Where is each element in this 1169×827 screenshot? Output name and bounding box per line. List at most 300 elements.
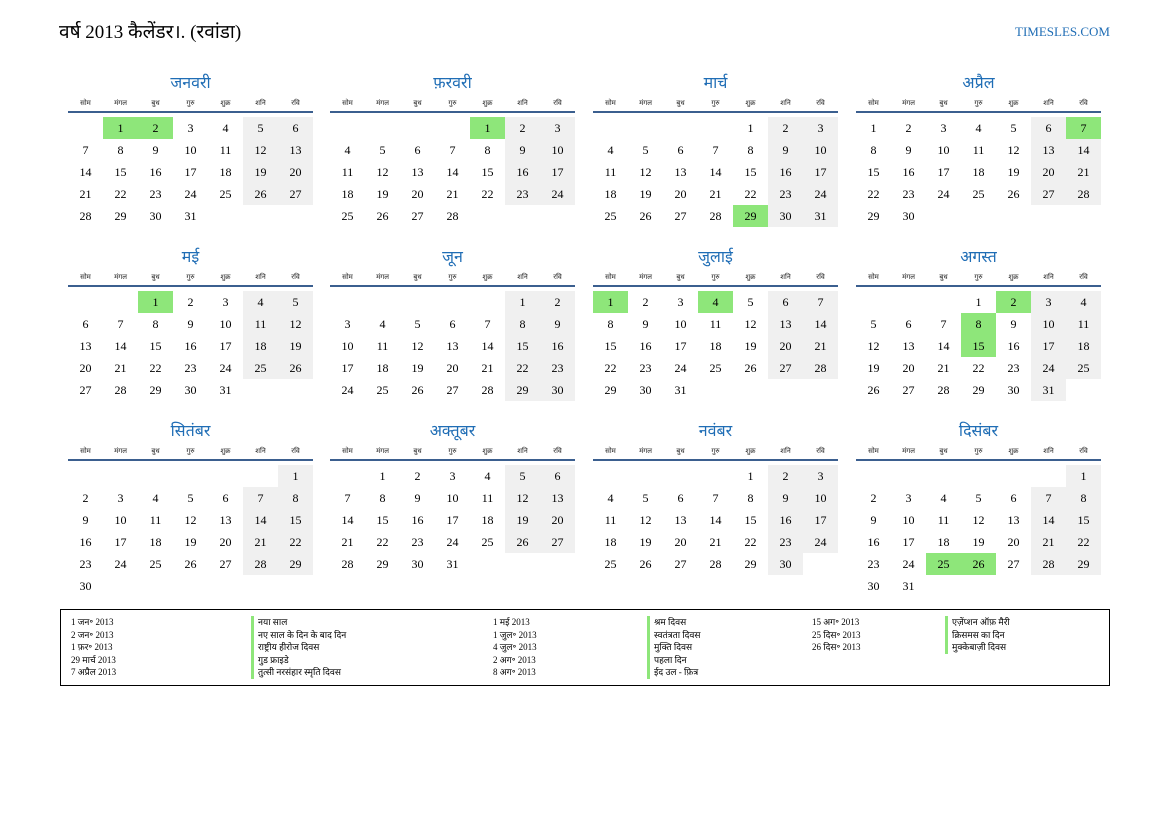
day-cell: 1	[747, 469, 754, 483]
holiday-list	[60, 609, 1110, 686]
day-cell: 11	[481, 491, 494, 505]
day-cell: 4	[152, 491, 159, 505]
weekday-label: शनि	[517, 273, 528, 281]
weekday-label: गुरु	[974, 99, 983, 107]
day-cell: 20	[674, 535, 687, 549]
day-cell: 22	[481, 187, 494, 201]
day-cell: 9	[870, 513, 877, 527]
weekday-label: गुरु	[711, 273, 720, 281]
month-name: जून	[442, 247, 463, 266]
day-cell: 1	[747, 121, 754, 135]
day-cell: 9	[768, 487, 803, 509]
day-cell: 17	[803, 509, 838, 531]
day-cell: 13	[219, 513, 232, 527]
day-cell: 10	[219, 317, 232, 331]
holiday-date-column	[493, 616, 537, 679]
day-cell: 10	[674, 317, 687, 331]
day-grid	[330, 287, 575, 419]
day-cell: 25	[481, 535, 494, 549]
day-cell: 18	[972, 165, 985, 179]
day-cell: 29	[149, 383, 162, 397]
weekday-header	[856, 444, 1101, 461]
day-cell: 24	[674, 361, 687, 375]
day-cell: 5	[1010, 121, 1017, 135]
day-cell: 18	[219, 165, 232, 179]
weekday-label: रवि	[553, 273, 562, 281]
holiday-name-column	[647, 616, 701, 679]
day-cell: 17	[902, 535, 915, 549]
day-cell: 14	[481, 339, 494, 353]
holiday-name: तुत्सी नरसंहार स्मृति दिवस	[251, 666, 346, 679]
day-cell: 28	[341, 557, 354, 571]
day-cell: 13	[540, 487, 575, 509]
holiday-name: ईद उल - फ़ित्र	[647, 666, 701, 679]
holiday-date-column	[812, 616, 861, 654]
day-cell: 28	[937, 383, 950, 397]
day-cell: 29	[744, 557, 757, 571]
weekday-label: रवि	[816, 273, 825, 281]
day-cell: 29	[1066, 553, 1101, 575]
holiday-name: पहला दिन	[647, 654, 701, 667]
weekday-label: मंगल	[902, 99, 915, 107]
day-cell: 8	[1066, 487, 1101, 509]
day-cell: 26	[411, 383, 424, 397]
weekday-label: शनि	[1043, 273, 1054, 281]
weekday-label: मंगल	[114, 447, 127, 455]
day-cell: 10	[341, 339, 354, 353]
day-cell: 25	[1066, 357, 1101, 379]
day-cell: 15	[376, 513, 389, 527]
day-cell: 9	[82, 513, 89, 527]
day-cell: 7	[1031, 487, 1066, 509]
day-cell: 21	[243, 531, 278, 553]
day-cell: 21	[79, 187, 92, 201]
weekday-label: सोम	[868, 273, 879, 281]
weekday-label: शुक्र	[220, 273, 231, 281]
day-cell: 15	[1066, 509, 1101, 531]
day-cell: 13	[768, 313, 803, 335]
day-cell: 28	[1066, 183, 1101, 205]
holiday-date: 4 जुल॰ 2013	[493, 642, 537, 652]
weekday-label: बुध	[413, 447, 422, 455]
day-cell: 26	[639, 209, 652, 223]
weekday-header	[593, 444, 838, 461]
weekday-header	[68, 444, 313, 461]
day-cell: 14	[243, 509, 278, 531]
day-cell: 14	[446, 165, 459, 179]
day-cell: 5	[243, 117, 278, 139]
day-cell: 15	[114, 165, 127, 179]
day-cell: 5	[870, 317, 877, 331]
holiday-date: 1 जन॰ 2013	[71, 617, 114, 627]
day-cell: 24	[184, 187, 197, 201]
weekday-label: बुध	[413, 273, 422, 281]
day-cell: 12	[411, 339, 424, 353]
day-cell: 16	[149, 165, 162, 179]
day-cell: 14	[1066, 139, 1101, 161]
day-cell: 10	[184, 143, 197, 157]
holiday-day: 7	[1066, 117, 1101, 139]
day-cell: 31	[219, 383, 232, 397]
month-block	[330, 70, 575, 245]
day-cell: 6	[278, 117, 313, 139]
day-cell: 12	[1007, 143, 1020, 157]
day-cell: 26	[744, 361, 757, 375]
day-cell: 6	[677, 143, 684, 157]
day-cell: 8	[152, 317, 159, 331]
weekday-label: रवि	[1079, 99, 1088, 107]
day-cell: 28	[803, 357, 838, 379]
day-cell: 15	[604, 339, 617, 353]
day-cell: 13	[674, 165, 687, 179]
day-cell: 21	[1031, 531, 1066, 553]
day-cell: 21	[1066, 161, 1101, 183]
day-cell: 24	[803, 531, 838, 553]
day-cell: 28	[1031, 553, 1066, 575]
day-cell: 5	[187, 491, 194, 505]
weekday-label: शनि	[255, 273, 266, 281]
weekday-label: मंगल	[114, 99, 127, 107]
weekday-label: शुक्र	[1008, 273, 1019, 281]
day-cell: 29	[972, 383, 985, 397]
holiday-name: श्रम दिवस	[647, 616, 701, 629]
holiday-name: एज़ेंप्शन ऑफ़ मैरी	[945, 616, 1010, 629]
day-cell: 20	[674, 187, 687, 201]
day-cell: 15	[744, 513, 757, 527]
day-cell: 31	[1031, 379, 1066, 401]
day-cell: 19	[505, 509, 540, 531]
day-cell: 14	[114, 339, 127, 353]
day-cell: 11	[243, 313, 278, 335]
month-block	[856, 418, 1101, 593]
day-cell: 23	[768, 531, 803, 553]
day-cell: 12	[639, 513, 652, 527]
weekday-label: मंगल	[114, 273, 127, 281]
day-cell: 20	[446, 361, 459, 375]
day-cell: 5	[975, 491, 982, 505]
weekday-label: मंगल	[376, 273, 389, 281]
day-cell: 10	[937, 143, 950, 157]
weekday-label: रवि	[553, 99, 562, 107]
holiday-date: 2 जन॰ 2013	[71, 629, 114, 640]
weekday-label: शनि	[255, 99, 266, 107]
day-grid	[593, 113, 838, 245]
month-name: मई	[181, 247, 200, 266]
day-cell: 22	[744, 187, 757, 201]
weekday-label: शनि	[517, 447, 528, 455]
weekday-label: शुक्र	[220, 447, 231, 455]
day-cell: 29	[278, 553, 313, 575]
weekday-label: रवि	[816, 447, 825, 455]
day-cell: 3	[540, 117, 575, 139]
day-cell: 5	[379, 143, 386, 157]
month-block	[68, 70, 313, 245]
day-cell: 23	[902, 187, 915, 201]
day-cell: 9	[152, 143, 159, 157]
day-cell: 30	[768, 553, 803, 575]
weekday-label: शनि	[780, 273, 791, 281]
day-cell: 12	[278, 313, 313, 335]
month-block	[593, 418, 838, 593]
day-cell: 8	[607, 317, 614, 331]
day-cell: 11	[709, 317, 722, 331]
weekday-header	[68, 96, 313, 113]
day-cell: 5	[505, 465, 540, 487]
day-cell: 23	[768, 183, 803, 205]
day-cell: 13	[278, 139, 313, 161]
day-cell: 31	[803, 205, 838, 227]
day-cell: 19	[867, 361, 880, 375]
day-cell: 4	[975, 121, 982, 135]
day-cell: 15	[505, 335, 540, 357]
day-cell: 20	[1007, 535, 1020, 549]
day-cell: 17	[803, 161, 838, 183]
day-cell: 26	[184, 557, 197, 571]
weekday-label: बुध	[939, 99, 948, 107]
day-cell: 20	[79, 361, 92, 375]
day-cell: 2	[905, 121, 912, 135]
weekday-header	[330, 444, 575, 461]
day-cell: 11	[341, 165, 354, 179]
day-cell: 30	[79, 579, 92, 593]
day-cell: 29	[505, 379, 540, 401]
day-cell: 22	[604, 361, 617, 375]
day-grid	[68, 287, 313, 419]
day-cell: 20	[411, 187, 424, 201]
day-cell: 13	[674, 513, 687, 527]
holiday-date: 8 अग॰ 2013	[493, 667, 536, 677]
day-cell: 21	[114, 361, 127, 375]
day-cell: 6	[540, 465, 575, 487]
day-cell: 28	[481, 383, 494, 397]
day-cell: 3	[117, 491, 124, 505]
weekday-label: मंगल	[902, 273, 915, 281]
day-cell: 14	[79, 165, 92, 179]
day-cell: 4	[344, 143, 351, 157]
day-cell: 21	[937, 361, 950, 375]
day-cell: 17	[937, 165, 950, 179]
day-cell: 4	[940, 491, 947, 505]
weekday-label: सोम	[80, 99, 91, 107]
day-cell: 22	[278, 531, 313, 553]
day-cell: 27	[674, 209, 687, 223]
weekday-label: शुक्र	[482, 99, 493, 107]
day-cell: 3	[344, 317, 351, 331]
weekday-label: शुक्र	[1008, 99, 1019, 107]
day-cell: 7	[449, 143, 456, 157]
day-cell: 18	[604, 187, 617, 201]
day-cell: 26	[505, 531, 540, 553]
day-cell: 24	[803, 183, 838, 205]
day-cell: 18	[1066, 335, 1101, 357]
day-cell: 22	[744, 535, 757, 549]
weekday-label: रवि	[553, 447, 562, 455]
day-cell: 28	[709, 557, 722, 571]
weekday-header	[856, 270, 1101, 287]
day-cell: 11	[1066, 313, 1101, 335]
day-cell: 12	[639, 165, 652, 179]
day-cell: 24	[341, 383, 354, 397]
day-cell: 8	[505, 313, 540, 335]
day-cell: 25	[972, 187, 985, 201]
day-cell: 16	[867, 535, 880, 549]
day-cell: 23	[639, 361, 652, 375]
page-title: वर्ष 2013 कैलेंडर।. (रवांडा)	[59, 22, 242, 43]
day-cell: 6	[905, 317, 912, 331]
day-cell: 30	[867, 579, 880, 593]
day-cell: 13	[79, 339, 92, 353]
holiday-date: 29 मार्च 2013	[71, 654, 116, 665]
day-cell: 19	[184, 535, 197, 549]
day-cell: 17	[114, 535, 127, 549]
month-name: मार्च	[703, 73, 728, 92]
day-cell: 28	[709, 209, 722, 223]
day-cell: 27	[446, 383, 459, 397]
day-cell: 17	[540, 161, 575, 183]
day-cell: 24	[446, 535, 459, 549]
day-cell: 6	[677, 491, 684, 505]
day-cell: 18	[341, 187, 354, 201]
day-cell: 4	[243, 291, 278, 313]
weekday-label: बुध	[939, 447, 948, 455]
day-cell: 24	[902, 557, 915, 571]
day-grid	[330, 113, 575, 245]
month-block	[330, 418, 575, 593]
day-cell: 2	[187, 295, 194, 309]
day-cell: 9	[905, 143, 912, 157]
weekday-label: सोम	[342, 99, 353, 107]
month-block	[856, 70, 1101, 245]
day-cell: 28	[114, 383, 127, 397]
day-cell: 9	[768, 139, 803, 161]
day-cell: 3	[940, 121, 947, 135]
month-name: फ़रवरी	[433, 73, 472, 92]
day-cell: 14	[937, 339, 950, 353]
holiday-day: 26	[961, 553, 996, 575]
day-cell: 3	[187, 121, 194, 135]
day-cell: 17	[446, 513, 459, 527]
day-cell: 27	[1007, 557, 1020, 571]
day-cell: 6	[82, 317, 89, 331]
day-cell: 6	[414, 143, 421, 157]
day-cell: 23	[540, 357, 575, 379]
day-cell: 8	[379, 491, 386, 505]
day-cell: 21	[341, 535, 354, 549]
day-cell: 22	[114, 187, 127, 201]
day-cell: 27	[278, 183, 313, 205]
site-link[interactable]: TIMESLES.COM	[1015, 24, 1110, 39]
weekday-label: रवि	[291, 99, 300, 107]
day-cell: 7	[82, 143, 89, 157]
weekday-header	[68, 270, 313, 287]
day-cell: 30	[1007, 383, 1020, 397]
day-cell: 14	[709, 165, 722, 179]
holiday-day: 29	[733, 205, 768, 227]
holiday-day: 2	[996, 291, 1031, 313]
weekday-label: गुरु	[186, 273, 195, 281]
day-cell: 26	[376, 209, 389, 223]
day-cell: 28	[446, 209, 459, 223]
day-cell: 10	[803, 487, 838, 509]
day-cell: 16	[505, 161, 540, 183]
day-cell: 14	[709, 513, 722, 527]
day-cell: 24	[937, 187, 950, 201]
day-cell: 27	[540, 531, 575, 553]
weekday-label: मंगल	[639, 273, 652, 281]
day-cell: 9	[414, 491, 421, 505]
day-cell: 18	[149, 535, 162, 549]
day-cell: 16	[902, 165, 915, 179]
day-cell: 25	[149, 557, 162, 571]
day-grid	[593, 287, 838, 419]
day-cell: 11	[972, 143, 985, 157]
weekday-label: गुरु	[448, 99, 457, 107]
day-cell: 7	[803, 291, 838, 313]
day-cell: 6	[449, 317, 456, 331]
day-cell: 14	[803, 313, 838, 335]
day-cell: 30	[149, 209, 162, 223]
day-cell: 23	[867, 557, 880, 571]
day-cell: 3	[1031, 291, 1066, 313]
weekday-label: गुरु	[448, 273, 457, 281]
day-cell: 13	[411, 165, 424, 179]
day-cell: 25	[604, 209, 617, 223]
weekday-label: सोम	[605, 447, 616, 455]
day-grid	[68, 461, 313, 593]
day-cell: 7	[117, 317, 124, 331]
weekday-label: शनि	[517, 99, 528, 107]
day-cell: 2	[82, 491, 89, 505]
day-cell: 2	[768, 117, 803, 139]
weekday-label: शुक्र	[745, 99, 756, 107]
weekday-label: मंगल	[902, 447, 915, 455]
day-cell: 20	[219, 535, 232, 549]
day-cell: 18	[937, 535, 950, 549]
day-cell: 21	[446, 187, 459, 201]
day-cell: 19	[376, 187, 389, 201]
day-cell: 25	[604, 557, 617, 571]
month-name: दिसंबर	[958, 421, 999, 440]
weekday-label: शुक्र	[745, 273, 756, 281]
holiday-name: राष्ट्रीय हीरोज दिवस	[251, 641, 346, 654]
weekday-label: मंगल	[639, 447, 652, 455]
day-cell: 18	[481, 513, 494, 527]
day-cell: 20	[1031, 161, 1066, 183]
day-cell: 31	[902, 579, 915, 593]
day-cell: 16	[540, 335, 575, 357]
day-cell: 11	[604, 513, 617, 527]
day-cell: 8	[484, 143, 491, 157]
day-cell: 13	[902, 339, 915, 353]
day-cell: 30	[540, 379, 575, 401]
day-cell: 10	[114, 513, 127, 527]
day-cell: 3	[677, 295, 684, 309]
weekday-label: बुध	[676, 99, 685, 107]
day-cell: 9	[642, 317, 649, 331]
weekday-header	[593, 96, 838, 113]
holiday-name: मुक्केबाज़ी दिवस	[945, 641, 1010, 654]
day-cell: 23	[184, 361, 197, 375]
day-cell: 12	[867, 339, 880, 353]
day-cell: 19	[639, 535, 652, 549]
month-name: जनवरी	[170, 73, 211, 92]
weekday-label: बुध	[413, 99, 422, 107]
day-cell: 6	[768, 291, 803, 313]
day-cell: 2	[870, 491, 877, 505]
day-cell: 29	[867, 209, 880, 223]
day-cell: 28	[243, 553, 278, 575]
holiday-name: क्रिसमस का दिन	[945, 629, 1010, 642]
